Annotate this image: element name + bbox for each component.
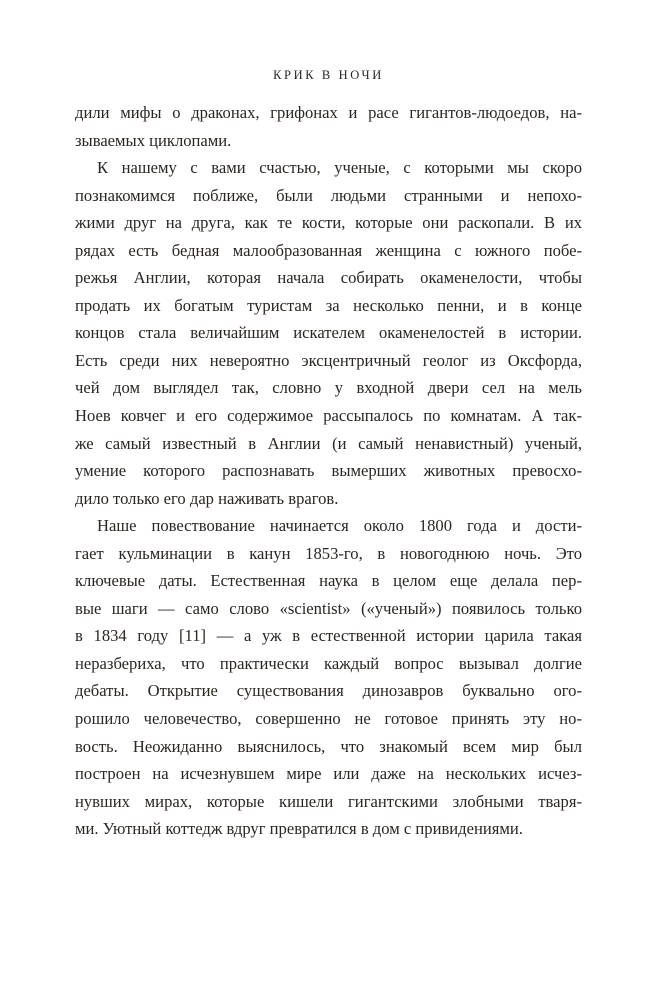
text-line: в 1834 году [11] — а уж в естественной истории царила такая — [75, 626, 582, 646]
text-line: ключевые даты. Естественная наука в целом еще делала пер- — [75, 571, 582, 591]
text-line: режья Англии, которая начала собирать окаменелости, чтобы — [75, 268, 582, 288]
text-line: нувших мирах, которые кишели гигантскими злобными тваря- — [75, 791, 582, 811]
text-line: концов стала величайшим искателем окаменелостей в истории. — [75, 323, 582, 343]
text-line: Наше повествование начинается около 1800 года и дости- — [97, 516, 582, 536]
text-line: рядах есть бедная малообразованная женщина с южного побе- — [75, 240, 582, 260]
text-line: Ноев ковчег и его содержимое рассыпалось по комнатам. А так- — [75, 406, 582, 426]
text-line: вые шаги — само слово «scientist» («ученый») появилось только — [75, 598, 582, 618]
text-line: ми. Уютный коттедж вдруг превратился в дом с привидениями. — [75, 819, 523, 839]
running-head: КРИК В НОЧИ — [273, 68, 384, 82]
text-line: жими друг на друга, как те кости, которые они раскопали. В их — [75, 213, 582, 233]
text-line: продать их богатым туристам за несколько пенни, и в конце — [75, 295, 582, 315]
text-line: неразбериха, что практически каждый вопрос вызывал долгие — [75, 653, 582, 673]
text-line: К нашему с вами счастью, ученые, с которыми мы скоро — [97, 158, 582, 178]
text-line: умение которого распознавать вымерших животных превосхо- — [75, 461, 582, 481]
body-text — [75, 99, 582, 843]
text-line: чей дом выглядел так, словно у входной двери сел на мель — [75, 378, 582, 398]
text-line: вость. Неожиданно выяснилось, что знакомый всем мир был — [75, 736, 582, 756]
text-line: дило только его дар наживать врагов. — [75, 488, 339, 508]
paragraph — [75, 99, 582, 154]
paragraph — [75, 512, 582, 843]
text-line: зываемых циклопами. — [75, 130, 232, 150]
text-line: же самый известный в Англии (и самый ненавистный) ученый, — [75, 433, 582, 453]
paragraph — [75, 154, 582, 512]
text-line: познакомимся поближе, были людьми странными и непохо- — [75, 185, 582, 205]
text-line: дебаты. Открытие существования динозавров буквально ого- — [75, 681, 582, 701]
text-line: построен на исчезнувшем мире или даже на нескольких исчез- — [75, 764, 582, 784]
text-line: рошило человечество, совершенно не готовое принять эту но- — [75, 709, 582, 729]
text-line: дили мифы о драконах, грифонах и расе гигантов-людоедов, на- — [75, 103, 582, 122]
text-line: Есть среди них невероятно эксцентричный геолог из Оксфорда, — [75, 350, 582, 370]
book-page — [75, 0, 582, 1000]
text-line: гает кульминации в канун 1853-го, в новогоднюю ночь. Это — [75, 543, 582, 563]
